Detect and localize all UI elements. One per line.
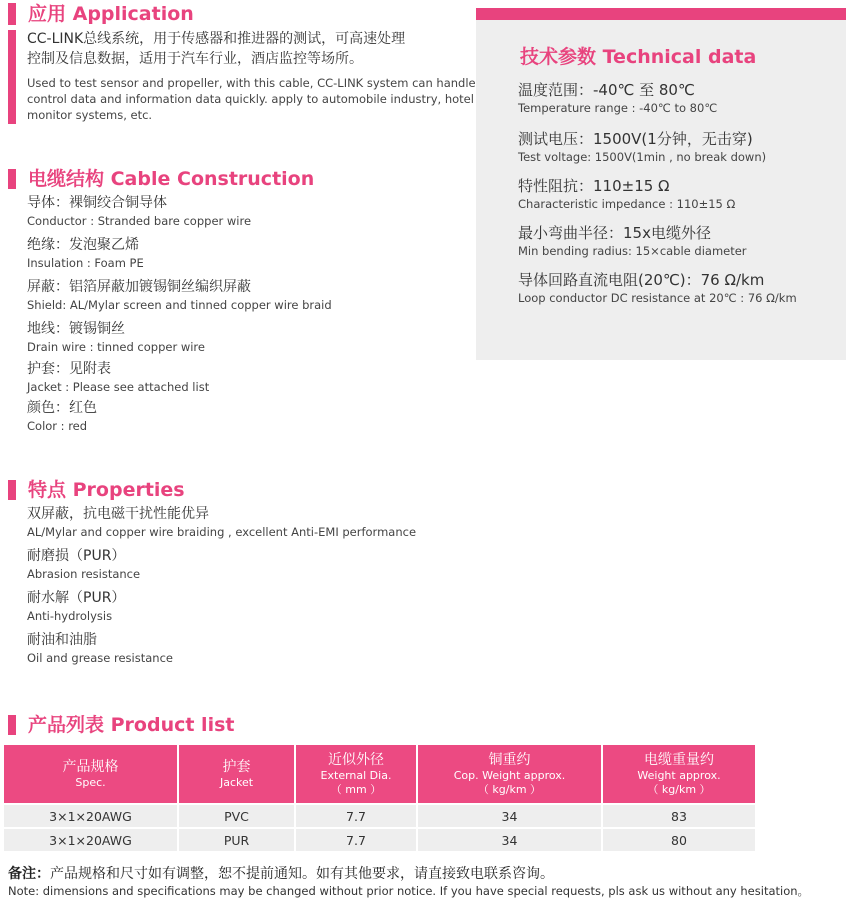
construction-accent-bar [8,169,16,189]
product-list-heading [8,714,234,736]
technical-item-zh: 导体回路直流电阻(20℃)：76 Ω/km [518,271,765,289]
property-item-zh: 耐油和油脂 [27,632,97,648]
property-item-en: Anti-hydrolysis [27,609,113,623]
header-spec [4,745,178,804]
note-en: Note: dimensions and specifications may be changed without prior notice. If you have special requests, pls ask us without any hesitation。 [8,884,810,898]
technical-item-zh: 最小弯曲半径：15x电缆外径 [518,224,711,242]
technical-item [518,176,735,212]
technical-item [518,80,717,116]
application-zh-line1: CC-LINK总线系统，用于传感器和推进器的测试，可高速处理 [27,31,406,47]
header-zh: 护套 [222,758,251,775]
application-side-bar [8,30,16,124]
construction-item [27,319,332,359]
technical-item-en: Temperature range : -40℃ to 80℃ [518,101,718,115]
header-jacket [178,745,295,804]
construction-item-zh: 颜色：红色 [27,400,97,416]
cell-external-dia: 7.7 [295,828,417,851]
header-external-dia [295,745,417,804]
header-en: External Dia. [320,768,392,782]
cell-copper-weight: 34 [417,804,602,828]
construction-list [27,193,332,434]
application-body [27,29,476,123]
technical-top-bar [476,8,846,20]
construction-item [27,277,332,319]
cell-jacket: PVC [178,804,295,828]
header-unit: （ kg/km ） [477,782,542,796]
cell-spec: 3×1×20AWG [4,804,178,828]
technical-title: 技术参数 Technical data [520,46,757,68]
cell-cable-weight: 80 [602,828,755,851]
header-en: Cop. Weight approx. [453,768,566,782]
header-unit: （ mm ） [330,782,382,796]
note-zh-text: 产品规格和尺寸如有调整，恕不提前通知。如有其他要求，请直接致电联系咨询。 [50,866,554,882]
construction-item-en: Shield: AL/Mylar screen and tinned copper wire braid [27,298,332,312]
construction-item-en: Insulation : Foam PE [27,256,144,270]
technical-item-en: Loop conductor DC resistance at 20℃ : 76 Ω/km [518,291,797,305]
header-en: Spec. [75,775,106,789]
technical-item [518,129,766,165]
note-zh [8,863,554,883]
technical-item-en: Min bending radius: 15×cable diameter [518,244,747,258]
cell-spec: 3×1×20AWG [4,828,178,851]
header-zh: 铜重约 [488,751,531,768]
header-zh: 产品规格 [62,758,119,775]
construction-item-zh: 屏蔽：铝箔屏蔽加镀锡铜丝编织屏蔽 [27,279,251,295]
construction-item-en: Color : red [27,419,88,433]
application-title: 应用 Application [28,3,194,25]
technical-item-zh: 温度范围：-40℃ 至 80℃ [518,81,695,99]
application-zh-line2: 控制及信息数据，适用于汽车行业，酒店监控等场所。 [27,51,363,67]
table-row [4,804,755,828]
application-en-line1: Used to test sensor and propeller, with this cable, CC-LINK system can handle [27,76,476,90]
property-item [27,630,416,666]
construction-item-en: Conductor : Stranded bare copper wire [27,214,252,228]
header-unit: （ kg/km ） [647,782,711,796]
construction-item-zh: 绝缘：发泡聚乙烯 [27,237,139,253]
product-list-accent-bar [8,715,16,735]
technical-item-en: Test voltage: 1500V(1min , no break down) [518,150,767,164]
technical-item [518,270,797,306]
property-item-en: Oil and grease resistance [27,651,173,665]
header-en: Jacket [219,775,254,789]
property-item [27,588,416,630]
application-en-line2: control data and information data quickly. apply to automobile industry, hotel [27,92,474,106]
header-cable-weight [602,745,755,804]
construction-title: 电缆结构 Cable Construction [28,168,315,190]
technical-data-panel [476,8,846,360]
technical-item-en: Characteristic impedance : 110±15 Ω [518,197,736,211]
table-row [4,828,755,851]
properties-accent-bar [8,480,16,500]
properties-title: 特点 Properties [28,479,185,501]
construction-item-en: Drain wire : tinned copper wire [27,340,205,354]
product-list-title: 产品列表 Product list [28,714,235,736]
construction-item-zh: 护套：见附表 [27,361,111,377]
cell-external-dia: 7.7 [295,804,417,828]
construction-item [27,193,332,235]
cell-jacket: PUR [178,828,295,851]
application-en-line3: monitor systems, etc. [27,108,153,122]
construction-item-en: Jacket : Please see attached list [27,380,210,394]
construction-item-zh: 导体：裸铜绞合铜导体 [27,195,167,211]
property-item [27,504,416,546]
header-en: Weight approx. [637,768,721,782]
technical-item-zh: 测试电压：1500V(1分钟，无击穿) [518,130,753,148]
application-heading [8,3,194,25]
property-item [27,546,416,588]
cell-copper-weight: 34 [417,828,602,851]
technical-item [518,223,747,259]
property-item-zh: 耐水解（PUR） [27,590,126,606]
construction-item [27,359,332,398]
application-accent-bar [8,3,16,25]
properties-list [27,504,416,666]
header-zh: 近似外径 [328,751,384,768]
construction-item [27,398,332,434]
property-item-en: AL/Mylar and copper wire braiding , excellent Anti-EMI performance [27,525,417,539]
header-zh: 电缆重量约 [644,751,714,768]
construction-heading [8,168,314,190]
construction-item-zh: 地线：镀锡铜丝 [27,321,125,337]
table-header-row [4,745,755,804]
technical-item-zh: 特性阻抗：110±15 Ω [518,177,670,195]
note-zh-label: 备注： [8,866,50,882]
product-table [4,745,755,851]
header-copper-weight [417,745,602,804]
property-item-zh: 双屏蔽，抗电磁干扰性能优异 [27,506,209,522]
property-item-zh: 耐磨损（PUR） [27,548,126,564]
properties-heading [8,479,185,501]
cell-cable-weight: 83 [602,804,755,828]
property-item-en: Abrasion resistance [27,567,141,581]
construction-item [27,235,332,277]
